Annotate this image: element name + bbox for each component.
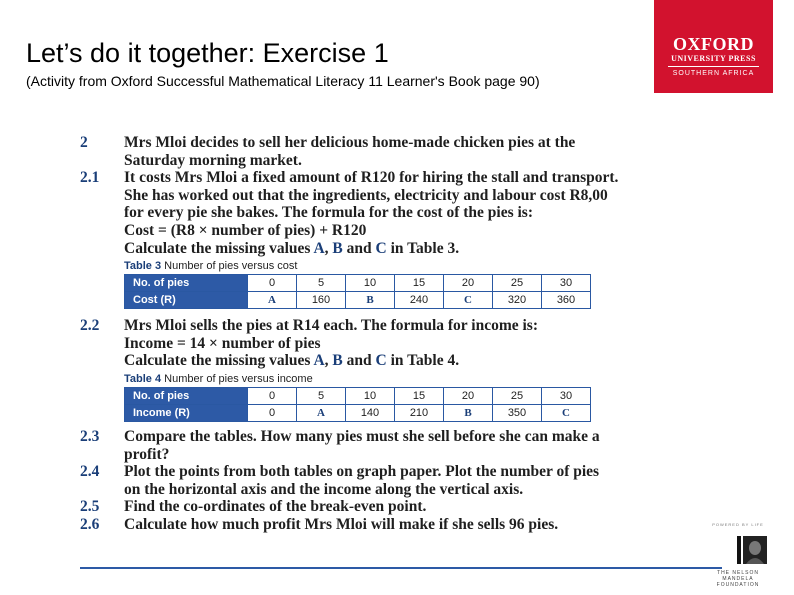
table-label: Table 4 xyxy=(124,372,162,385)
formula-line: Income = 14 × number of pies xyxy=(124,334,321,352)
variable-c: C xyxy=(375,239,387,257)
table-3-caption xyxy=(124,260,746,272)
table-cell-variable: A xyxy=(297,404,346,421)
formula-line: Cost = (R8 × number of pies) + R120 xyxy=(124,221,367,239)
question-2-6 xyxy=(80,516,746,534)
variable-b: B xyxy=(332,352,343,370)
logo-divider xyxy=(668,66,759,67)
mandela-line-1: THE NELSON MANDELA xyxy=(717,570,759,582)
question-text-line: It costs Mrs Mloi a fixed amount of R120 for hiring the stall and transport. xyxy=(124,169,619,187)
calc-text: , xyxy=(324,239,333,257)
question-2-2 xyxy=(80,317,746,370)
portrait-icon xyxy=(737,534,767,566)
slide-subtitle: (Activity from Oxford Successful Mathematical Literacy 11 Learner's Book page 90) xyxy=(26,73,540,89)
table-cell: 0 xyxy=(248,275,297,292)
question-2 xyxy=(80,134,746,169)
table-label: Table 3 xyxy=(124,260,162,273)
table-cell: 10 xyxy=(346,275,395,292)
table-cell-variable: B xyxy=(444,404,493,421)
table-row xyxy=(125,292,591,309)
table-cell: 30 xyxy=(542,275,591,292)
row-header: No. of pies xyxy=(125,387,248,404)
question-number: 2 xyxy=(80,134,88,151)
variable-c: C xyxy=(375,352,387,370)
question-text-line: Mrs Mloi decides to sell her delicious home-made chicken pies at the xyxy=(124,134,576,151)
table-cell: 25 xyxy=(493,387,542,404)
question-text-line: Find the co-ordinates of the break-even point. xyxy=(124,498,427,516)
question-2-5 xyxy=(80,498,746,516)
calc-text: and xyxy=(342,352,376,370)
question-2-1 xyxy=(80,169,746,257)
question-2-3 xyxy=(80,428,746,463)
question-text-line: on the horizontal axis and the income along the vertical axis. xyxy=(124,480,524,498)
table-cell: 240 xyxy=(395,292,444,309)
calc-instruction xyxy=(124,240,746,258)
table-cell: 20 xyxy=(444,275,493,292)
oxford-logo xyxy=(654,0,773,93)
table-cell-variable: B xyxy=(346,292,395,309)
table-cell: 140 xyxy=(346,404,395,421)
table-cell: 25 xyxy=(493,275,542,292)
question-text-line: Calculate how much profit Mrs Mloi will make if she sells 96 pies. xyxy=(124,515,559,533)
question-text-line: for every pie she bakes. The formula for the cost of the pies is: xyxy=(124,204,533,222)
mandela-text xyxy=(702,570,774,588)
table-cell: 30 xyxy=(542,387,591,404)
slide-title: Let’s do it together: Exercise 1 xyxy=(26,38,389,68)
table-cell: 5 xyxy=(297,387,346,404)
table-cell-variable: A xyxy=(248,292,297,309)
table-3 xyxy=(124,274,591,309)
spacer xyxy=(80,309,746,317)
table-caption-text: Number of pies versus cost xyxy=(161,260,298,273)
question-text-line: Mrs Mloi sells the pies at R14 each. The formula for income is: xyxy=(124,317,538,335)
bottom-rule xyxy=(80,567,722,569)
calc-text: Calculate the missing values xyxy=(124,239,314,257)
table-4 xyxy=(124,387,591,422)
table-cell: 5 xyxy=(297,275,346,292)
question-text-line: Plot the points from both tables on graph paper. Plot the number of pies xyxy=(124,463,600,481)
variable-b: B xyxy=(332,239,343,257)
table-cell: 0 xyxy=(248,387,297,404)
logo-line-2: UNIVERSITY PRESS xyxy=(671,54,756,63)
table-cell: 0 xyxy=(248,404,297,421)
table-cell-variable: C xyxy=(542,404,591,421)
row-header: No. of pies xyxy=(125,275,248,292)
logo-line-3: SOUTHERN AFRICA xyxy=(672,70,755,77)
calc-text: in Table 4. xyxy=(386,352,460,370)
question-number: 2.4 xyxy=(80,463,100,481)
logo-line-1: OXFORD xyxy=(673,34,754,54)
question-number: 2.6 xyxy=(80,515,100,533)
question-text-line: She has worked out that the ingredients, electricity and labour cost R8,00 xyxy=(124,186,608,204)
row-header: Income (R) xyxy=(125,404,248,421)
question-number: 2.3 xyxy=(80,427,100,445)
table-4-caption xyxy=(124,373,746,385)
book-excerpt xyxy=(80,134,746,534)
table-cell: 10 xyxy=(346,387,395,404)
row-header: Cost (R) xyxy=(125,292,248,309)
table-cell: 350 xyxy=(493,404,542,421)
table-row xyxy=(125,404,591,421)
calc-instruction xyxy=(124,352,746,370)
calc-text: in Table 3. xyxy=(386,239,460,257)
table-cell: 320 xyxy=(493,292,542,309)
question-2-4 xyxy=(80,463,746,498)
calc-text: Calculate the missing values xyxy=(124,352,314,370)
variable-a: A xyxy=(313,352,325,370)
table-cell: 210 xyxy=(395,404,444,421)
table-cell: 160 xyxy=(297,292,346,309)
mandela-tagline: POWERED BY LIFE xyxy=(712,522,764,527)
table-row xyxy=(125,275,591,292)
table-row xyxy=(125,387,591,404)
table-cell: 20 xyxy=(444,387,493,404)
table-cell-variable: C xyxy=(444,292,493,309)
table-cell: 15 xyxy=(395,387,444,404)
mandela-line-2: FOUNDATION xyxy=(716,582,760,588)
question-number: 2.2 xyxy=(80,317,100,335)
question-text-line: profit? xyxy=(124,445,170,463)
question-number: 2.1 xyxy=(80,169,100,187)
calc-text: , xyxy=(324,352,333,370)
question-number: 2.5 xyxy=(80,498,100,516)
variable-a: A xyxy=(313,239,325,257)
table-caption-text: Number of pies versus income xyxy=(161,372,313,385)
question-text-line: Compare the tables. How many pies must she sell before she can make a xyxy=(124,427,600,445)
table-cell: 15 xyxy=(395,275,444,292)
question-text-line: Saturday morning market. xyxy=(124,151,302,169)
mandela-foundation-logo xyxy=(702,522,774,588)
calc-text: and xyxy=(342,239,376,257)
table-cell: 360 xyxy=(542,292,591,309)
